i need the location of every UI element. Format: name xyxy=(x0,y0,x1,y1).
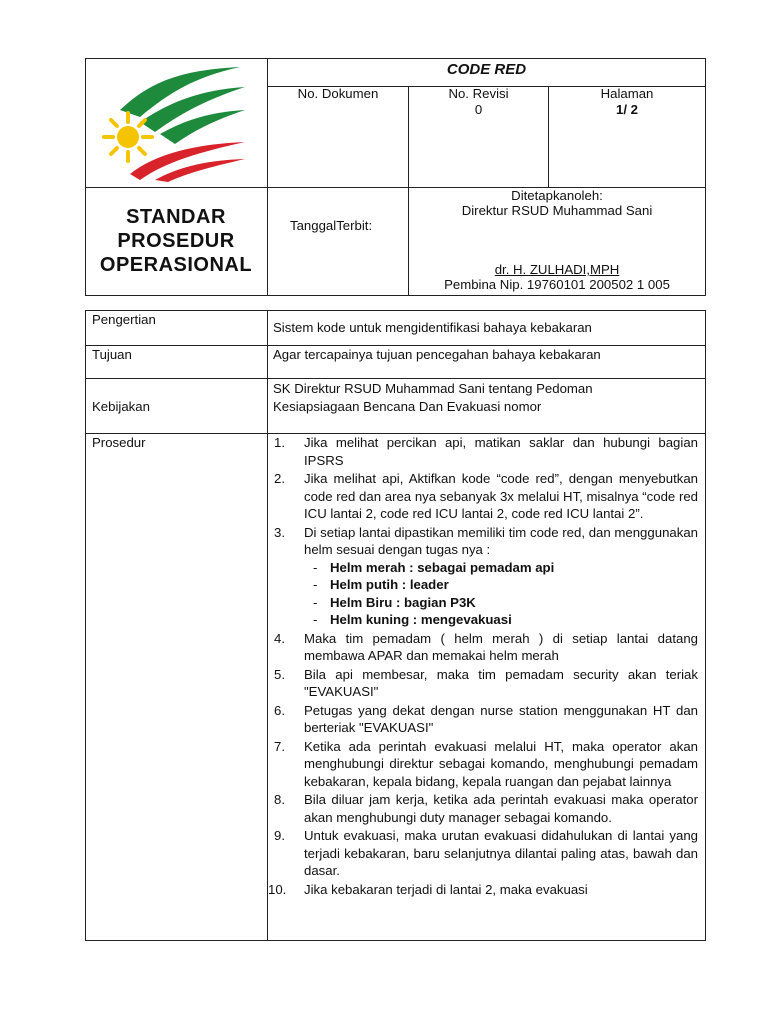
revision-value: 0 xyxy=(474,102,483,117)
revision-label: No. Revisi xyxy=(448,86,509,101)
set-by-label: Ditetapkanoleh: xyxy=(511,188,603,203)
prosedur-label: Prosedur xyxy=(92,435,146,450)
tujuan-label: Tujuan xyxy=(92,347,132,362)
prosedur-step: 6. Petugas yang dekat dengan nurse station menggunakan HT dan berteriak "EVAKUASI" xyxy=(274,702,698,735)
prosedur-step: 1. Jika melihat percikan api, matikan saklar dan hubungi bagian IPSRS xyxy=(274,435,698,468)
page-value: 1/ 2 xyxy=(616,102,638,117)
kebijakan-label: Kebijakan xyxy=(92,399,150,414)
hospital-logo-icon xyxy=(100,62,250,182)
set-by-value: Direktur RSUD Muhammad Sani xyxy=(461,203,653,218)
prosedur-step: 7. Ketika ada perintah evakuasi melalui HT, maka operator akan menghubungi direktur sebagai komando, menghubungi pemadam kebakaran, kepala bidang, kepala ruangan dan pejabat lainnya xyxy=(274,738,698,789)
tujuan-text: Agar tercapainya tujuan pencegahan bahaya kebakaran xyxy=(273,347,601,362)
helmet-item: - Helm kuning : mengevakuasi xyxy=(313,612,512,627)
helmet-item: - Helm Biru : bagian P3K xyxy=(313,594,476,610)
prosedur-step: 5. Bila api membesar, maka tim pemadam security akan teriak "EVAKUASI" xyxy=(274,666,698,699)
signatory-nip: Pembina Nip. 19760101 200502 1 005 xyxy=(444,277,670,292)
prosedur-step: 8. Bila diluar jam kerja, ketika ada perintah evakuasi maka operator akan menghubungi duty manager sebagai komando. xyxy=(274,792,698,825)
helmet-item: - Helm putih : leader xyxy=(313,577,449,592)
prosedur-list xyxy=(268,434,698,899)
kebijakan-line-1: SK Direktur RSUD Muhammad Sani tentang Pedoman xyxy=(273,381,593,396)
helmet-list xyxy=(304,559,698,629)
pengertian-label: Pengertian xyxy=(92,312,156,327)
helmet-item: - Helm merah : sebagai pemadam api xyxy=(313,559,555,575)
prosedur-step: 2. Jika melihat api, Aktifkan kode “code red”, dengan menyebutkan code red dan area nya sebanyak 3x melalui HT, misalnya “code red ICU lantai 2, code red ICU lantai 2, code red ICU lantai 2”. xyxy=(274,471,698,521)
signatory-name: dr. H. ZULHADI,MPH xyxy=(494,262,620,277)
doc-no-label: No. Dokumen xyxy=(297,86,379,101)
issue-date-label: TanggalTerbit: xyxy=(290,218,373,233)
sop-title: STANDAR PROSEDUR OPERASIONAL xyxy=(99,206,253,276)
document-title: CODE RED xyxy=(446,61,527,78)
page-label: Halaman xyxy=(600,86,654,101)
prosedur-step: 3. Di setiap lantai dipastikan memiliki tim code red, dan menggunakan helm sesuai dengan tugas nya : - Helm merah : sebagai pemadam api - Helm putih : leader - Helm Biru : bagian P3K - Helm kuning : mengevakuasi xyxy=(274,524,698,627)
prosedur-step: 10. Jika kebakaran terjadi di lantai 2, maka evakuasi xyxy=(268,881,588,897)
prosedur-step: 9. Untuk evakuasi, maka urutan evakuasi didahulukan di lantai yang terjadi kebakaran, baru selanjutnya dilantai paling atas, bawah dan dasar. xyxy=(274,828,698,878)
prosedur-content xyxy=(268,432,706,940)
kebijakan-line-2: Kesiapsiagaan Bencana Dan Evakuasi nomor xyxy=(273,399,542,414)
prosedur-step: 4. Maka tim pemadam ( helm merah ) di setiap lantai datang membawa APAR dan memakai helm merah xyxy=(274,630,698,663)
pengertian-text: Sistem kode untuk mengidentifikasi bahaya kebakaran xyxy=(273,320,592,335)
